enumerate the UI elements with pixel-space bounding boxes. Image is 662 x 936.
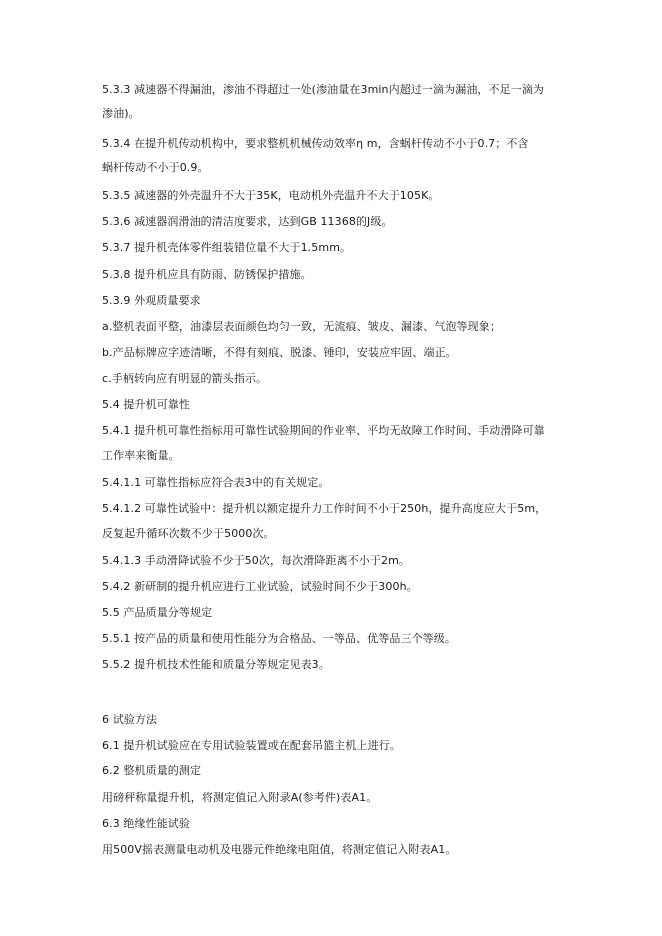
section-heading: 6.2 整机质量的测定 bbox=[102, 764, 202, 777]
text-line: 反复起升循环次数不少于5000次。 bbox=[102, 527, 275, 540]
section-heading: 5.3.9 外观质量要求 bbox=[102, 294, 201, 307]
text-line: 6.1 提升机试验应在专用试验装置或在配套吊篮主机上进行。 bbox=[102, 739, 401, 752]
text-line: 5.3.6 减速器润滑油的清洁度要求，达到GB 11368的J级。 bbox=[102, 215, 393, 228]
text-line: 用500V摇表测量电动机及电器元件绝缘电阻值，将测定值记入附表A1。 bbox=[102, 843, 457, 856]
section-heading: 5.4 提升机可靠性 bbox=[102, 398, 190, 411]
text-line: 工作率来衡量。 bbox=[102, 449, 180, 462]
list-item: b.产品标牌应字迹清晰，不得有刻痕、脱漆、锤印，安装应牢固、端正。 bbox=[102, 346, 457, 359]
text-line: 5.3.8 提升机应具有防雨、防锈保护措施。 bbox=[102, 268, 312, 281]
text-line: 5.4.1.3 手动滑降试验不少于50次，每次滑降距离不小于2m。 bbox=[102, 554, 410, 567]
text-line: 5.4.1.1 可靠性指标应符合表3中的有关规定。 bbox=[102, 476, 330, 489]
section-heading: 5.5 产品质量分等规定 bbox=[102, 606, 213, 619]
list-item: c.手柄转向应有明显的箭头指示。 bbox=[102, 372, 268, 385]
text-line: 蜗杆传动不小于0.9。 bbox=[102, 161, 209, 174]
text-line: 5.3.5 减速器的外壳温升不大于35K，电动机外壳温升不大于105K。 bbox=[102, 189, 440, 202]
text-line: 渗油)。 bbox=[102, 107, 140, 120]
list-item: a.整机表面平整，油漆层表面颜色均匀一致，无流痕、皱皮、漏漆、气泡等现象； bbox=[102, 320, 501, 333]
text-line: 5.5.2 提升机技术性能和质量分等规定见表3。 bbox=[102, 658, 330, 671]
text-line: 5.4.2 新研制的提升机应进行工业试验，试验时间不少于300h。 bbox=[102, 580, 418, 593]
section-heading: 6.3 绝缘性能试验 bbox=[102, 817, 190, 830]
text-line: 5.5.1 按产品的质量和使用性能分为合格品、一等品、优等品三个等级。 bbox=[102, 632, 456, 645]
text-line: 5.4.1.2 可靠性试验中：提升机以额定提升力工作时间不小于250h，提升高度应大于5m， bbox=[102, 502, 547, 515]
text-line: 5.4.1 提升机可靠性指标用可靠性试验期间的作业率、平均无故障工作时间、手动滑降可靠 bbox=[102, 424, 545, 437]
chapter-heading: 6 试验方法 bbox=[102, 713, 158, 726]
text-line: 用磅秤称量提升机，将测定值记入附录A(参考件)表A1。 bbox=[102, 791, 378, 804]
text-line: 5.3.3 减速器不得漏油，渗油不得超过一处(渗油量在3min内超过一滴为漏油，不足一滴为 bbox=[102, 83, 545, 96]
text-line: 5.3.4 在提升机传动机构中，要求整机机械传动效率η m，含蜗杆传动不小于0.7；不含 bbox=[102, 137, 529, 150]
text-line: 5.3.7 提升机壳体零件组装错位量不大于1.5mm。 bbox=[102, 241, 352, 254]
